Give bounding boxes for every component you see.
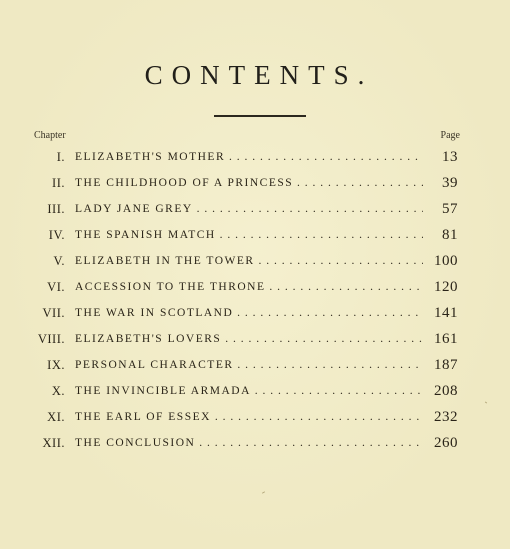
chapter-title: THE WAR IN SCOTLAND . . . bbox=[75, 303, 423, 323]
chapter-numeral: I. bbox=[56, 150, 65, 164]
toc-entry bbox=[0, 381, 510, 401]
toc-entry bbox=[0, 251, 510, 271]
chapter-title: ELIZABETH'S MOTHER . . . bbox=[75, 147, 423, 167]
chapter-title: THE EARL OF ESSEX . . . bbox=[75, 407, 423, 427]
chapter-title: THE SPANISH MATCH . . . bbox=[75, 225, 423, 245]
chapter-numeral: V. bbox=[53, 254, 65, 268]
page-number: 100 bbox=[434, 253, 458, 269]
toc-entry bbox=[0, 407, 510, 427]
chapter-numeral: XI. bbox=[47, 410, 65, 424]
toc-entry bbox=[0, 303, 510, 323]
page-number: 39 bbox=[442, 175, 458, 191]
page-number: 208 bbox=[434, 383, 458, 399]
chapter-title: THE INVINCIBLE ARMADA . . . bbox=[75, 381, 423, 401]
chapter-numeral: X. bbox=[51, 384, 65, 398]
chapter-title: ELIZABETH'S LOVERS . . . bbox=[75, 329, 423, 349]
page-number: 81 bbox=[442, 227, 458, 243]
chapter-numeral: III. bbox=[47, 202, 65, 216]
paper-speck bbox=[485, 401, 487, 403]
chapter-numeral: VII. bbox=[42, 306, 65, 320]
chapter-numeral: VIII. bbox=[37, 332, 65, 346]
paper-speck bbox=[262, 491, 265, 493]
chapter-numeral: XII. bbox=[42, 436, 65, 450]
page-column-header: Page bbox=[440, 130, 460, 141]
toc-entry bbox=[0, 225, 510, 245]
toc-entry bbox=[0, 355, 510, 375]
chapter-numeral: IX. bbox=[47, 358, 65, 372]
chapter-title: LADY JANE GREY . . . bbox=[75, 199, 423, 219]
toc-entry bbox=[0, 277, 510, 297]
title-rule bbox=[214, 115, 306, 117]
page-number: 13 bbox=[442, 149, 458, 165]
page-number: 141 bbox=[434, 305, 458, 321]
chapter-title: ELIZABETH IN THE TOWER . . . bbox=[75, 251, 423, 271]
chapter-title: THE CHILDHOOD OF A PRINCESS . . . bbox=[75, 173, 423, 193]
page-number: 161 bbox=[434, 331, 458, 347]
page-title: CONTENTS. bbox=[144, 60, 374, 90]
chapter-numeral: II. bbox=[52, 176, 65, 190]
toc-entry bbox=[0, 147, 510, 167]
page-number: 232 bbox=[434, 409, 458, 425]
toc-entry bbox=[0, 433, 510, 453]
chapter-column-header: Chapter bbox=[34, 130, 66, 141]
toc-entry bbox=[0, 329, 510, 349]
chapter-title: PERSONAL CHARACTER . . . bbox=[75, 355, 423, 375]
page-number: 187 bbox=[434, 357, 458, 373]
chapter-title: THE CONCLUSION . . . bbox=[75, 433, 423, 453]
page-number: 57 bbox=[442, 201, 458, 217]
page-number: 120 bbox=[434, 279, 458, 295]
chapter-title: ACCESSION TO THE THRONE . . . bbox=[75, 277, 423, 297]
chapter-numeral: IV. bbox=[48, 228, 65, 242]
toc-entry bbox=[0, 199, 510, 219]
page-number: 260 bbox=[434, 435, 458, 451]
chapter-numeral: VI. bbox=[47, 280, 65, 294]
toc-entry bbox=[0, 173, 510, 193]
